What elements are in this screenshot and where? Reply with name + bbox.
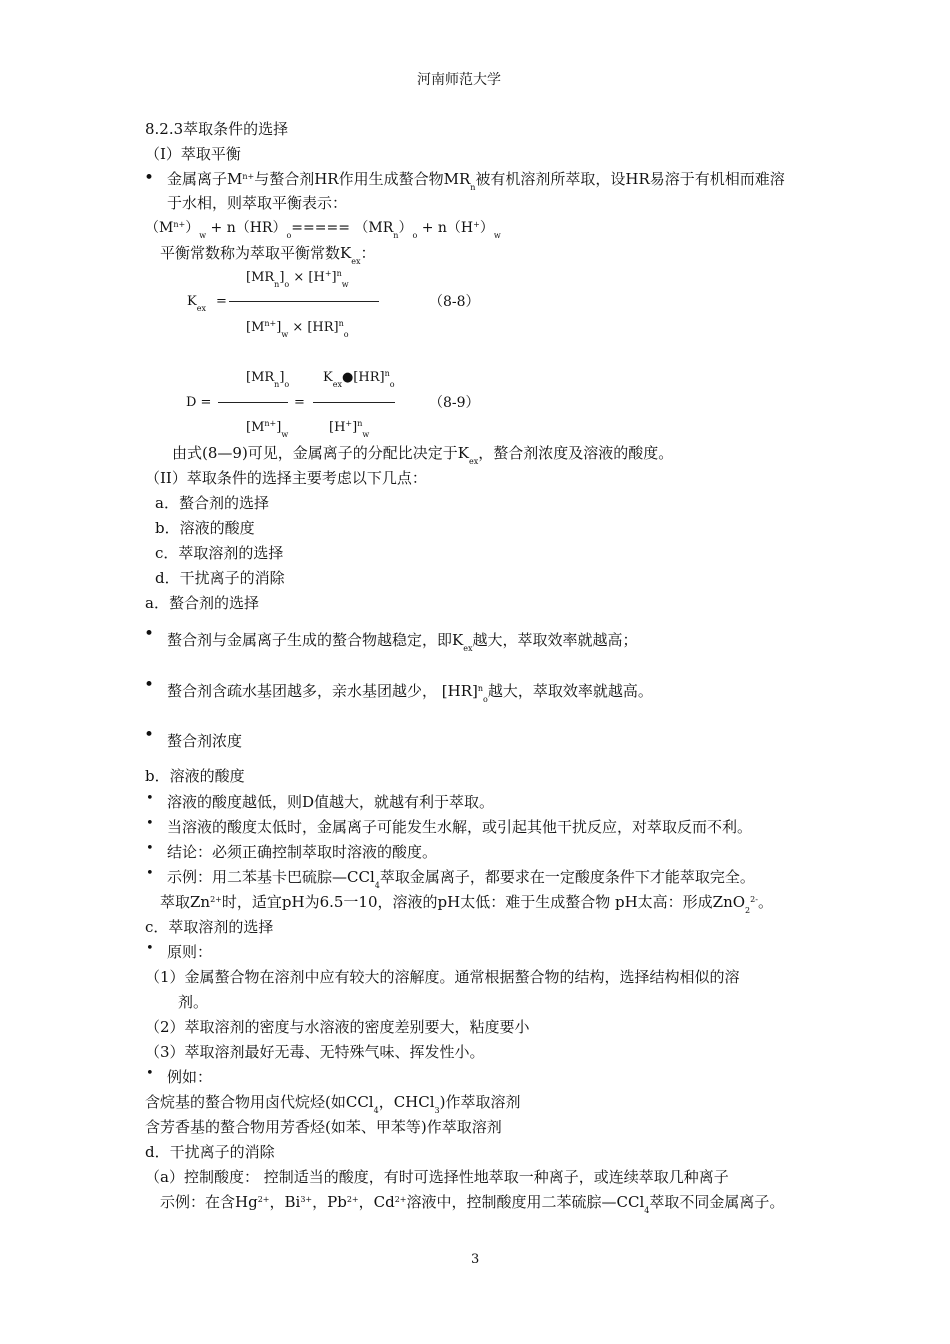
bullet-icon: •: [146, 941, 154, 956]
c-title: c．萃取溶剂的选择: [145, 918, 274, 936]
kex-intro: 平衡常数称为萃取平衡常数$K_{ex}$：: [160, 244, 376, 266]
part2-title: （II）萃取条件的选择主要考虑以下几点：: [145, 469, 427, 487]
bullet-icon: •: [144, 675, 155, 695]
bullet-icon: •: [146, 1066, 154, 1081]
intro-line-2: 于水相，则萃取平衡表示：: [167, 194, 348, 212]
a-item-2: 螯合剂含疏水基团越多，亲水基团越少， [HR]$^n_o$越大，萃取效率就越高。: [167, 682, 653, 704]
c-example-2: 含芳香基的螯合物用芳香烃(如苯、甲苯等)作萃取溶剂: [145, 1118, 502, 1136]
c-example-label: 例如：: [167, 1068, 213, 1086]
b-title: b．溶液的酸度: [145, 767, 245, 785]
eq88-lhs: $K_{ex}$ =: [187, 294, 227, 313]
c-rule-2: （2）萃取溶剂的密度与水溶液的密度差别要大，粘度要小: [145, 1018, 530, 1036]
bullet-icon: •: [144, 168, 155, 188]
c-example-1: 含烷基的螯合物用卤代烷烃(如CCl$_4$，CHCl$_3$)作萃取溶剂: [145, 1093, 521, 1115]
eq88-fraction-bar: [229, 301, 379, 302]
eq89-fraction-bar-2: [313, 402, 395, 403]
point-d: d．干扰离子的消除: [155, 569, 285, 587]
bullet-icon: •: [144, 624, 155, 644]
intro-line-1: 金属离子$M^{n+}$与螯合剂HR作用生成螯合物$MR_n$被有机溶剂所萃取，设HR易溶于有机相而难溶: [167, 170, 785, 192]
point-c: c．萃取溶剂的选择: [155, 544, 284, 562]
section-title: 8.2.3萃取条件的选择: [145, 120, 289, 138]
point-b: b．溶液的酸度: [155, 519, 255, 537]
c-principle: 原则：: [167, 943, 213, 961]
eq89-label: （8-9）: [429, 395, 480, 411]
page-number: 3: [471, 1252, 480, 1267]
b-example-zn: 萃取$Zn^{2+}$时，适宜pH为6.5一10，溶液的pH太低：难于生成螯合物 pH太高：形成ZnO$_2^{2-}$。: [160, 893, 773, 915]
equilibrium-equation: $(M^{n+})_w + n(HR)_o===== (MR_n)_o + n(H^+)_w$: [145, 220, 501, 240]
b-item-2: 当溶液的酸度太低时，金属离子可能发生水解，或引起其他干扰反应，对萃取反而不利。: [167, 818, 753, 836]
d-line-1: （a）控制酸度： 控制适当的酸度，有时可选择性地萃取一种离子，或连续萃取几种离子: [145, 1168, 729, 1186]
a-item-3: 螯合剂浓度: [167, 732, 243, 750]
a-title: a．螯合剂的选择: [145, 594, 259, 612]
eq88-label: （8-8）: [429, 294, 480, 310]
c-rule-1: （1）金属螯合物在溶剂中应有较大的溶解度。通常根据螯合物的结构，选择结构相似的溶: [145, 968, 740, 986]
c-rule-3: （3）萃取溶剂最好无毒、无特殊气味、挥发性小。: [145, 1043, 485, 1061]
eq88-numerator: $[MR_n]_o \times [H^+]^n_w$: [246, 269, 349, 289]
conclusion-text: 由式(8—9)可见，金属离子的分配比决定于$K_{ex}$，螯合剂浓度及溶液的酸度。: [172, 444, 674, 466]
bullet-icon: •: [146, 816, 154, 831]
b-example: 示例：用二苯基卡巴硫腙—CCl$_4$萃取金属离子，都要求在一定酸度条件下才能萃取完全。: [167, 868, 755, 890]
c-rule-1-cont: 剂。: [178, 993, 209, 1011]
part1-title: （I）萃取平衡: [145, 145, 241, 163]
eq89-numerator-2: $K_{ex}●[HR]^n_o$: [323, 369, 395, 389]
eq88-denominator: $[M^{n+}]_w \times [HR]^n_o$: [246, 319, 349, 339]
d-line-2: 示例：在含$Hg^{2+}$，$Bi^{3+}$，$Pb^{2+}$，$Cd^{2+}$溶液中，控制酸度用二苯硫腙—CCl$_4$萃取不同金属离子。: [160, 1193, 785, 1215]
point-a: a．螯合剂的选择: [155, 494, 269, 512]
bullet-icon: •: [146, 791, 154, 806]
bullet-icon: •: [146, 866, 154, 881]
d-title: d．干扰离子的消除: [145, 1143, 275, 1161]
eq89-numerator-1: $[MR_n]_o$: [246, 370, 290, 389]
a-item-1: 螯合剂与金属离子生成的螯合物越稳定，即$K_{ex}$越大，萃取效率就越高；: [167, 631, 638, 653]
bullet-icon: •: [146, 841, 154, 856]
eq89-denominator-2: $[H^+]^n_w$: [329, 419, 370, 439]
bullet-icon: •: [144, 725, 155, 745]
page-header: 河南师范大学: [417, 72, 501, 88]
eq89-fraction-bar-1: [218, 402, 288, 403]
eq89-equals: =: [294, 395, 305, 410]
eq89-lhs: D =: [186, 395, 212, 410]
b-item-1: 溶液的酸度越低，则D值越大，就越有利于萃取。: [167, 793, 495, 811]
b-item-3: 结论：必须正确控制萃取时溶液的酸度。: [167, 843, 438, 861]
eq89-denominator-1: $[M^{n+}]_w$: [246, 419, 289, 439]
